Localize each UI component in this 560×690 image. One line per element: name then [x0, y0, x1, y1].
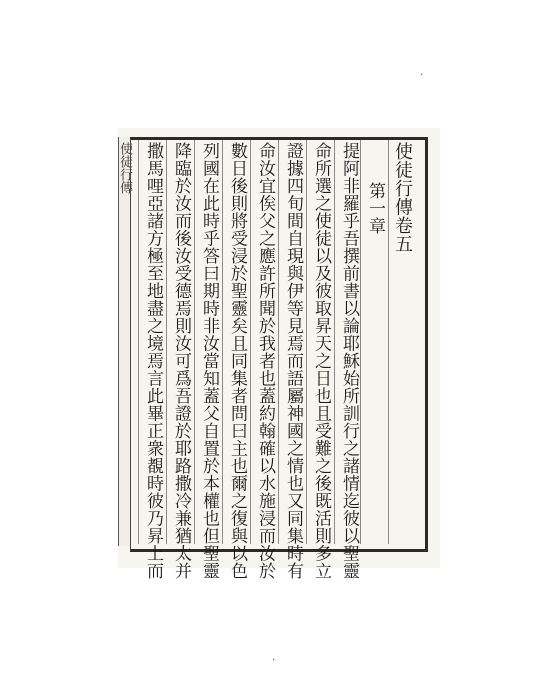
- book-title: 使徒行傳卷五: [392, 142, 413, 253]
- text-column-4: 命汝宜俟父之應許所聞於我者也蓋約翰確以水施浸而汝於: [255, 142, 275, 580]
- column-rule: [222, 140, 223, 544]
- column-rule: [360, 140, 361, 544]
- spine-label: 使徒行傳: [117, 142, 132, 194]
- text-column-3: 證據四旬間自現與伊等見焉而語屬神國之情也又同集時有: [283, 142, 303, 580]
- column-rule: [306, 140, 307, 544]
- column-rule: [194, 140, 195, 544]
- chapter-heading: 第一章: [365, 182, 385, 235]
- text-column-6: 列國在此時乎答曰期時非汝當知蓋父自置於本權也但聖靈: [199, 142, 219, 580]
- scan-speck: ·: [272, 655, 276, 666]
- text-column-7: 降臨於汝而後汝受德焉則汝可爲吾證於耶路撒冷兼猶太并: [171, 142, 191, 580]
- text-column-2: 命所選之使徒以及彼取昇天之日也且受難之後既活則多立: [311, 142, 331, 580]
- column-rule: [250, 140, 251, 544]
- column-rule: [334, 140, 335, 544]
- text-column-5: 數日後則將受浸於聖靈矣且同集者問曰主也爾之復與以色: [227, 142, 247, 580]
- column-rule: [388, 140, 389, 544]
- scan-speck: ·: [420, 70, 424, 81]
- column-rule: [138, 140, 139, 544]
- text-column-1: 提阿非羅乎吾撰前書以論耶穌始所訓行之諸情迄彼以聖靈: [339, 142, 359, 580]
- column-rule: [166, 140, 167, 544]
- column-rule: [278, 140, 279, 544]
- text-column-8: 撒馬哩亞諸方極至地盡之境焉言此畢正衆覩時彼乃昇上而: [143, 142, 163, 580]
